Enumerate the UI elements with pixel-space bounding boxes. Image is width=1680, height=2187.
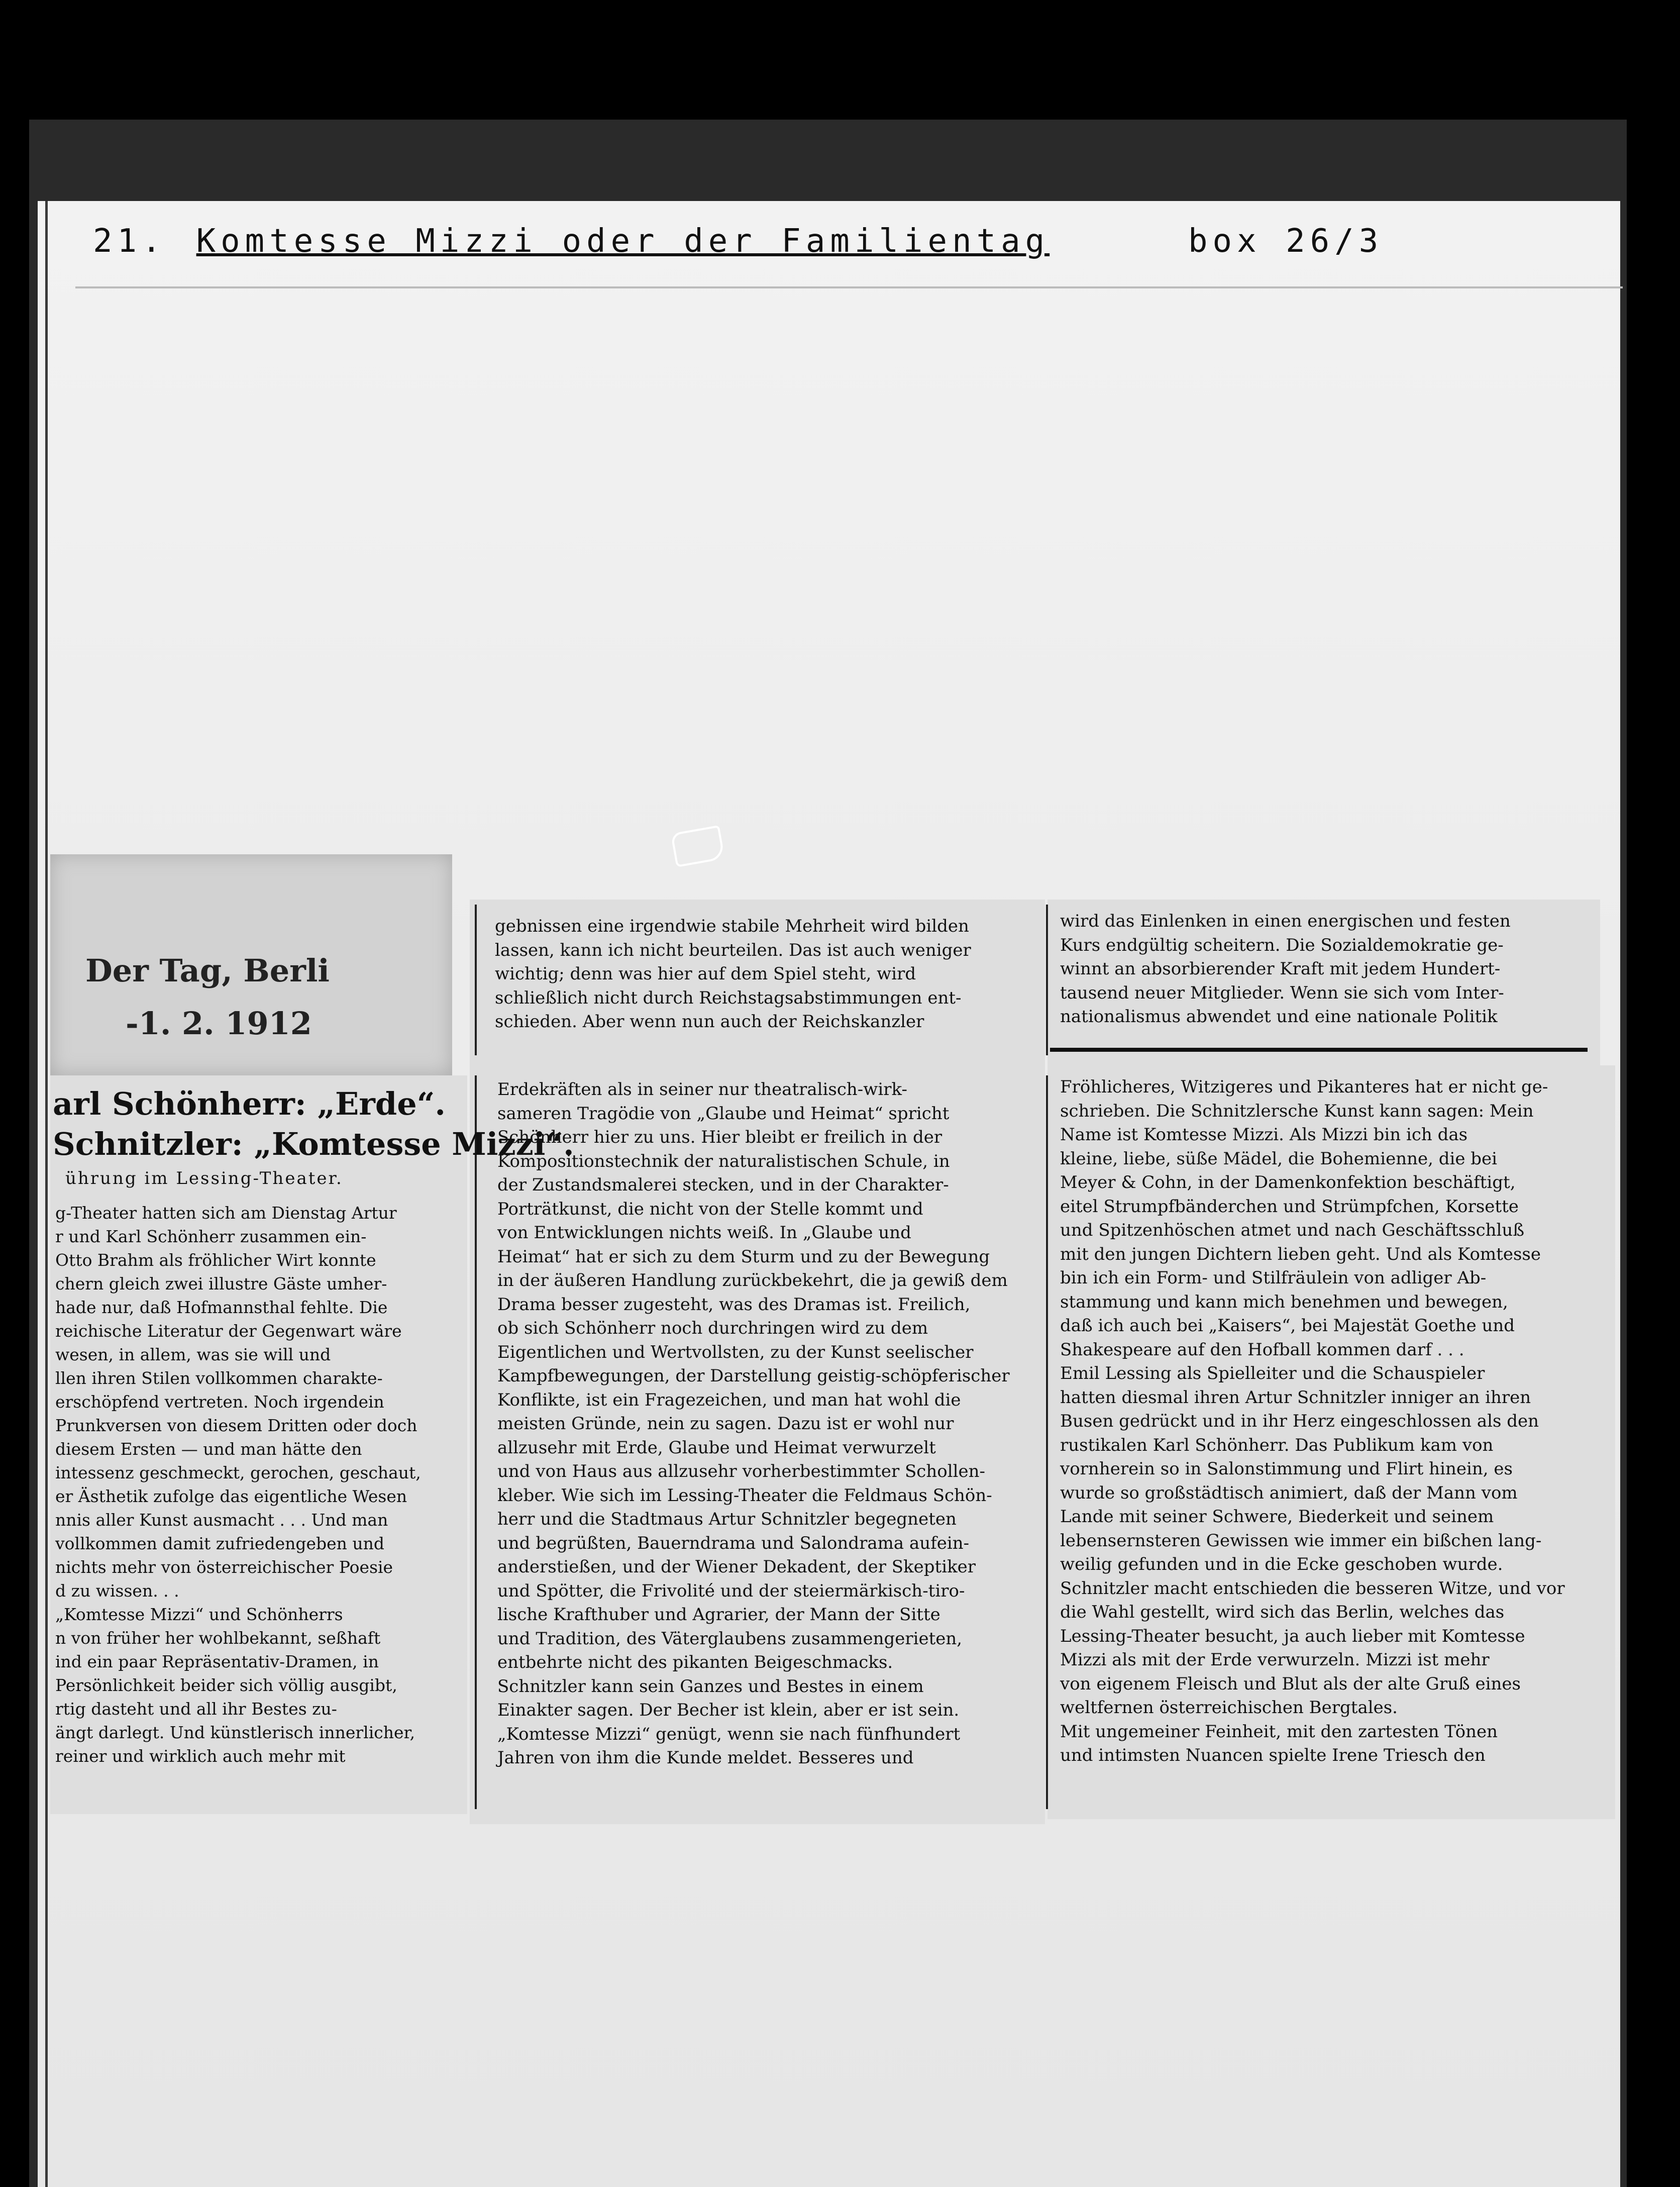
text-line: Schönherr hier zu uns. Hier bleibt er freilich in der [497,1127,942,1147]
text-column-left [55,1201,457,1768]
text-line: Schnitzler macht entschieden die besseren Witze, und vor [1060,1578,1565,1599]
text-line: anderstießen, und der Wiener Dekadent, der Skeptiker [497,1557,976,1577]
text-line: diesem Ersten — und man hätte den [55,1439,362,1459]
text-line: ind ein paar Repräsentativ-Dramen, in [55,1652,379,1671]
text-line: wurde so großstädtisch animiert, daß der Mann vom [1060,1482,1518,1503]
text-line: bin ich ein Form- und Stilfräulein von adliger Ab- [1060,1268,1487,1288]
text-line: intessenz geschmeckt, gerochen, geschaut, [55,1463,421,1482]
text-line: „Komtesse Mizzi“ und Schönherrs [55,1605,343,1624]
text-line: r und Karl Schönherr zusammen ein- [55,1227,367,1246]
text-line: und von Haus aus allzusehr vorherbestimmter Schollen- [497,1461,985,1481]
text-line: erschöpfend vertreten. Noch irgendein [55,1392,384,1412]
text-line: Heimat“ hat er sich zu dem Sturm und zu der Bewegung [497,1246,990,1267]
column-rule [475,1075,477,1809]
text-top-middle [495,915,1030,1034]
text-line: Einakter sagen. Der Becher ist klein, aber er ist sein. [497,1700,960,1720]
text-line: und intimsten Nuancen spielte Irene Triesch den [1060,1745,1486,1765]
text-line: Lande mit seiner Schwere, Biederkeit und seinem [1060,1507,1494,1527]
text-line: ängt darlegt. Und künstlerisch innerlicher, [55,1723,415,1742]
stamp-date: -1. 2. 1912 [126,1005,312,1042]
text-line: Mit ungemeiner Feinheit, mit den zartesten Tönen [1060,1721,1498,1742]
text-line: reichische Literatur der Gegenwart wäre [55,1321,402,1341]
text-line: chern gleich zwei illustre Gäste umher- [55,1274,387,1294]
text-line: Eigentlichen und Wertvollsten, zu der Kunst seelischer [497,1342,974,1362]
text-line: d zu wissen. . . [55,1581,179,1601]
article-subheading: ührung im Lessing-Theater. [65,1168,343,1188]
text-line: ob sich Schönherr noch durchringen wird zu dem [497,1318,928,1338]
text-line: Schnitzler kann sein Ganzes und Bestes in einem [497,1676,924,1697]
text-line: Emil Lessing als Spielleiter und die Schauspieler [1060,1363,1485,1383]
text-line: Busen gedrückt und in ihr Herz eingeschlossen als den [1060,1411,1539,1431]
text-line: g-Theater hatten sich am Dienstag Artur [55,1203,397,1223]
text-line: eitel Strumpfbänderchen und Strümpfchen, Korsette [1060,1196,1519,1217]
card-header [53,211,1409,271]
text-line: schieden. Aber wenn nun auch der Reichskanzler [495,1012,924,1032]
text-line: und Spitzenhöschen atmet und nach Geschäftsschluß [1060,1220,1525,1240]
text-line: von eigenem Fleisch und Blut als der alte Gruß eines [1060,1673,1521,1694]
text-line: schließlich nicht durch Reichstagsabstimmungen ent- [495,987,962,1008]
text-line: „Komtesse Mizzi“ genügt, wenn sie nach fünfhundert [497,1724,961,1744]
text-line: llen ihren Stilen vollkommen charakte- [55,1368,383,1388]
text-line: hatten diesmal ihren Artur Schnitzler inniger an ihren [1060,1387,1531,1408]
text-line: meisten Gründe, nein zu sagen. Dazu ist er wohl nur [497,1414,954,1434]
header-rule [75,286,1623,288]
text-line: der Zustandsmalerei stecken, und in der Charakter- [497,1175,949,1195]
article-heading-line2: Schnitzler: „Komtesse Mizzi“. [53,1126,574,1162]
item-title: Komtesse Mizzi oder der Familientag [196,223,1050,260]
text-line: von Entwicklungen nichts weiß. In „Glaube und [497,1223,911,1243]
text-line: mit den jungen Dichtern lieben geht. Und als Komtesse [1060,1244,1541,1264]
text-top-right [1060,910,1595,1029]
text-line: lassen, kann ich nicht beurteilen. Das ist auch weniger [495,940,971,960]
text-line: winnt an absorbierender Kraft mit jedem Hundert- [1060,959,1501,979]
text-line: wichtig; denn was hier auf dem Spiel steht, wird [495,964,916,984]
column-rule [1046,1075,1048,1809]
text-line: Kompositionstechnik der naturalistischen Schule, in [497,1151,950,1171]
text-line: reiner und wirklich auch mehr mit [55,1746,346,1766]
text-column-right [1060,1075,1603,1768]
text-line: weilig gefunden und in die Ecke geschoben wurde. [1060,1554,1503,1574]
text-line: Persönlichkeit beider sich völlig ausgibt, [55,1675,397,1695]
text-line: weltfernen österreichischen Bergtales. [1060,1698,1398,1718]
text-line: Konflikte, ist ein Fragezeichen, und man hat wohl die [497,1389,961,1410]
text-line: kleber. Wie sich im Lessing-Theater die Feldmaus Schön- [497,1485,992,1506]
text-line: allzusehr mit Erde, Glaube und Heimat verwurzelt [497,1437,936,1458]
text-line: Name ist Komtesse Mizzi. Als Mizzi bin ich das [1060,1125,1468,1145]
text-line: sameren Tragödie von „Glaube und Heimat“ spricht [497,1103,950,1124]
text-line: kleine, liebe, süße Mädel, die Bohemienne, die bei [1060,1148,1498,1169]
text-line: nnis aller Kunst ausmacht . . . Und man [55,1510,388,1530]
text-line: vollkommen damit zufriedengeben und [55,1534,385,1553]
text-line: gebnissen eine irgendwie stabile Mehrheit wird bilden [495,916,969,936]
text-line: Drama besser zugesteht, was des Dramas ist. Freilich, [497,1294,971,1315]
text-line: daß ich auch bei „Kaisers“, bei Majestät Goethe und [1060,1316,1515,1336]
text-line: Porträtkunst, die nicht von der Stelle kommt und [497,1199,923,1219]
text-line: rustikalen Karl Schönherr. Das Publikum kam von [1060,1435,1494,1455]
text-line: rtig dasteht und all ihr Bestes zu- [55,1699,337,1719]
text-line: Prunkversen von diesem Dritten oder doch [55,1416,417,1435]
text-line: herr und die Stadtmaus Artur Schnitzler begegneten [497,1509,957,1529]
text-line: tausend neuer Mitglieder. Wenn sie sich vom Inter- [1060,982,1504,1003]
text-line: schrieben. Die Schnitzlersche Kunst kann sagen: Mein [1060,1101,1534,1121]
text-line: und Spötter, die Frivolité und der steiermärkisch-tiro- [497,1580,965,1601]
text-column-middle [497,1078,1030,1770]
box-label: box 26/3 [1188,223,1384,260]
text-line: wird das Einlenken in einen energischen und festen [1060,911,1511,931]
text-line: und begrüßten, Bauerndrama und Salondrama aufein- [497,1533,970,1553]
text-line: und Tradition, des Väterglaubens zusammengerieten, [497,1628,963,1649]
text-line: Kurs endgültig scheitern. Die Sozialdemokratie ge- [1060,935,1504,955]
text-line: Lessing-Theater besucht, ja auch lieber mit Komtesse [1060,1626,1525,1646]
card-left-edge [45,201,48,2187]
text-line: Erdekräften als in seiner nur theatralisch-wirk- [497,1079,907,1100]
item-number: 21. [93,223,166,260]
text-line: lebensernsteren Gewissen wie immer ein bißchen lang- [1060,1530,1542,1551]
source-stamp [50,854,452,1075]
text-line: nichts mehr von österreichischer Poesie [55,1557,393,1577]
text-line: lische Krafthuber und Agrarier, der Mann der Sitte [497,1605,940,1625]
text-line: in der äußeren Handlung zurückbekehrt, die ja gewiß dem [497,1270,1008,1290]
text-line: hade nur, daß Hofmannsthal fehlte. Die [55,1298,388,1317]
article-heading-line1: arl Schönherr: „Erde“. [53,1085,446,1122]
text-line: nationalismus abwendet und eine nationale Politik [1060,1007,1498,1027]
text-line: Otto Brahm als fröhlicher Wirt konnte [55,1250,376,1270]
text-line: Kampfbewegungen, der Darstellung geistig-schöpferischer [497,1366,1010,1386]
text-line: Fröhlicheres, Witzigeres und Pikanteres hat er nicht ge- [1060,1077,1548,1097]
text-line: stammung und kann mich benehmen und bewegen, [1060,1291,1508,1312]
stamp-source: Der Tag, Berli [85,952,330,989]
text-line: vornherein so in Salonstimmung und Flirt hinein, es [1060,1459,1513,1479]
text-line: Mizzi als mit der Erde verwurzeln. Mizzi ist mehr [1060,1650,1490,1670]
text-line: Jahren von ihm die Kunde meldet. Besseres und [497,1748,914,1768]
text-line: er Ästhetik zufolge das eigentliche Wesen [55,1486,407,1506]
text-line: Shakespeare auf den Hofball kommen darf . . . [1060,1339,1464,1360]
column-rule [1046,905,1048,1055]
text-line: Meyer & Cohn, in der Damenkonfektion beschäftigt, [1060,1172,1516,1192]
text-line: entbehrte nicht des pikanten Beigeschmacks. [497,1652,893,1672]
column-rule [475,905,477,1055]
text-line: n von früher her wohlbekannt, seßhaft [55,1628,381,1648]
section-rule [1050,1048,1588,1052]
text-line: die Wahl gestellt, wird sich das Berlin, welches das [1060,1602,1505,1622]
text-line: wesen, in allem, was sie will und [55,1345,331,1364]
